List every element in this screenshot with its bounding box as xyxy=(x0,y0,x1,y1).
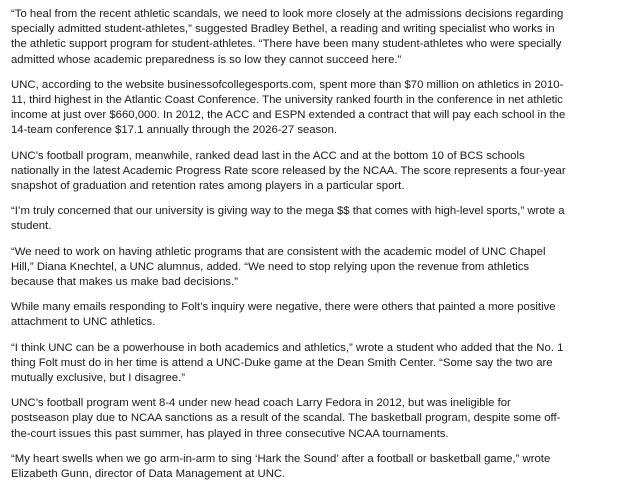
paragraph-student-concern: “I’m truly concerned that our university is giving way to the mega $$ that comes with high-level sports,” wrote a student. xyxy=(11,205,565,233)
paragraph-powerhouse-quote: “I think UNC can be a powerhouse in both academics and athletics,” wrote a student who added that the No. 1 thing Folt must do in her time is attend a UNC-Duke game at the Dean Smith Center. “Some say the two are mutually exclusive, but I disagree.” xyxy=(11,341,564,385)
paragraph-football-apr: UNC’s football program, meanwhile, ranked dead last in the ACC and at the bottom 10 of BCS schools nationally in the latest Academic Progress Rate score released by the NCAA. The score represents a four-year snapshot of graduation and retention rates among players in a particular sport. xyxy=(11,149,566,193)
paragraph-positive-emails: While many emails responding to Folt’s inquiry were negative, there were others that painted a more positive attachment to UNC athletics. xyxy=(11,301,556,329)
paragraph-admissions-quote: “To heal from the recent athletic scandals, we need to look more closely at the admissions decisions regarding specially admitted student-athletes,” suggested Bradley Bethel, a reading and writing specialist who works in the athletic support program for student-athletes. “There have been many student-athletes who were specially admitted whose academic preparedness is so low they cannot succeed here.” xyxy=(11,8,564,66)
document-body xyxy=(11,7,621,492)
paragraph-football-record: UNC’s football program went 8-4 under new head coach Larry Fedora in 2012, but was ineligible for postseason play due to NCAA sanctions as a result of the scandal. The basketball program, despite some off- the-court issues this past summer, has played in three consecutive NCAA tournaments. xyxy=(11,397,561,440)
paragraph-athletics-spending: UNC, according to the website businessofcollegesports.com, spent more than $70 million on athletics in 2010- 11, third highest in the Atlantic Coast Conference. The university ranked fourth in the conference in net athletic income at just over $660,000. In 2012, the ACC and ESPN extended a contract that will pay each school in the 14-team conference $17.1 annually through the 2026-27 season. xyxy=(11,78,566,137)
paragraph-knechtel-quote: “We need to work on having athletic programs that are consistent with the academic model of UNC Chapel Hill,” Diana Knechtel, a UNC alumnus, added. “We need to stop relying upon the revenue from athletics because that makes us make bad decisions.” xyxy=(11,245,546,289)
paragraph-gunn-quote: “My heart swells when we go arm-in-arm to sing ‘Hark the Sound’ after a football or basketball game,” wrote Elizabeth Gunn, director of Data Management at UNC. xyxy=(11,452,551,481)
